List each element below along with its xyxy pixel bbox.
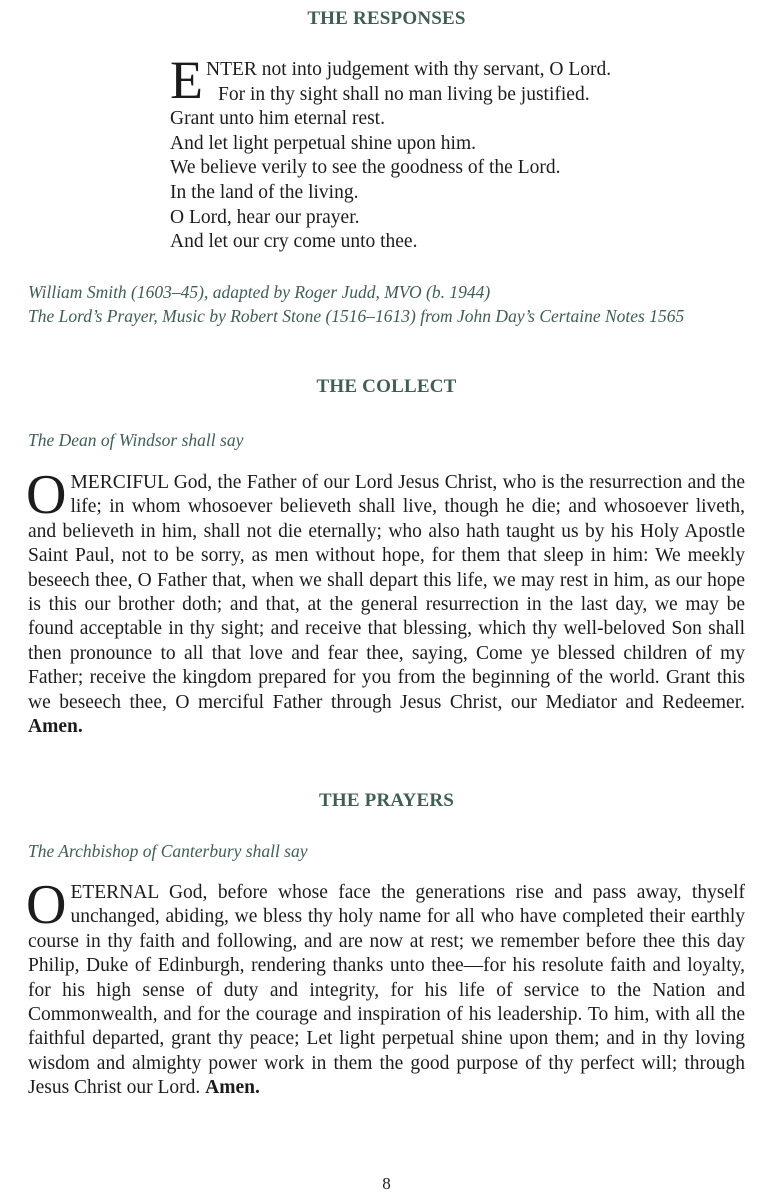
music-credits [28,280,758,328]
collect-amen: Amen. [28,716,83,738]
prayers-body: ETERNAL God, before whose face the generations rise and pass away, thyself unchanged, abiding, we bless thy holy name for all who have completed their earthly course in thy faith and following, and are now at rest; we remember before thee this day Philip, Duke of Edinburgh, rendering thanks unto thee—for his resolute faith and loyalty, for his high sense of duty and integrity, for his life of service to the Nation and Commonwealth, and for the courage and inspiration of his leadership. To him, with all the faithful departed, grant thy peace; Let light perpetual shine upon them; and in thy loving wisdom and almighty power work in them the good purpose of thy perfect will; through Jesus Christ our Lord. [28,882,745,1099]
drop-cap-o: O [26,464,67,526]
response-line-5: We believe verily to see the goodness of the Lord. [170,157,561,179]
response-line-7: O Lord, hear our prayer. [170,206,360,228]
collect-rubric: The Dean of Windsor shall say [28,430,244,450]
response-line-2: For in thy sight shall no man living be justified. [218,83,590,105]
collect-text [26,464,745,739]
responses-text [170,50,730,255]
collect-heading: THE COLLECT [316,376,457,397]
response-line-8: And let our cry come unto thee. [170,231,418,253]
response-line-3: Grant unto him eternal rest. [170,108,385,130]
collect-body: MERCIFUL God, the Father of our Lord Jesus Christ, who is the resurrection and the life; in whom whosoever believeth shall live, though he die; and whosoever liveth, and believeth in him, shall not die eternally; who also hath taught us by his Holy Apostle Saint Paul, not to be sorry, as men without hope, for them that sleep in him: We meekly beseech thee, O Father that, when we shall depart this life, we may rest in him, as our hope is this our brother doth; and that, at the general resurrection in the last day, we may be found acceptable in thy sight; and receive that blessing, which thy well-beloved Son shall then pronounce to all that love and fear thee, saying, Come ye blessed children of my Father; receive the kingdom prepared for you from the beginning of the world. Grant this we beseech thee, O merciful Father through Jesus Christ, our Mediator and Redeemer. [28,472,745,713]
prayers-amen: Amen. [205,1077,260,1099]
drop-cap-o: O [26,874,67,936]
response-line-1: NTER not into judgement with thy servant, O Lord. [206,59,612,80]
drop-cap-e: E [170,50,203,110]
response-line-4: And let light perpetual shine upon him. [170,132,476,154]
credit-line-1: William Smith (1603–45), adapted by Roger Judd, MVO (b. 1944) [28,282,491,302]
credit-line-2: The Lord’s Prayer, Music by Robert Stone (1516–1613) from John Day’s Certaine Notes 1565 [28,306,685,326]
responses-heading: THE RESPONSES [307,8,466,29]
prayers-heading: THE PRAYERS [318,790,455,811]
page-number: 8 [382,1174,391,1193]
prayers-text [26,874,745,1101]
prayers-rubric: The Archbishop of Canterbury shall say [28,841,308,861]
response-line-6: In the land of the living. [170,181,359,203]
